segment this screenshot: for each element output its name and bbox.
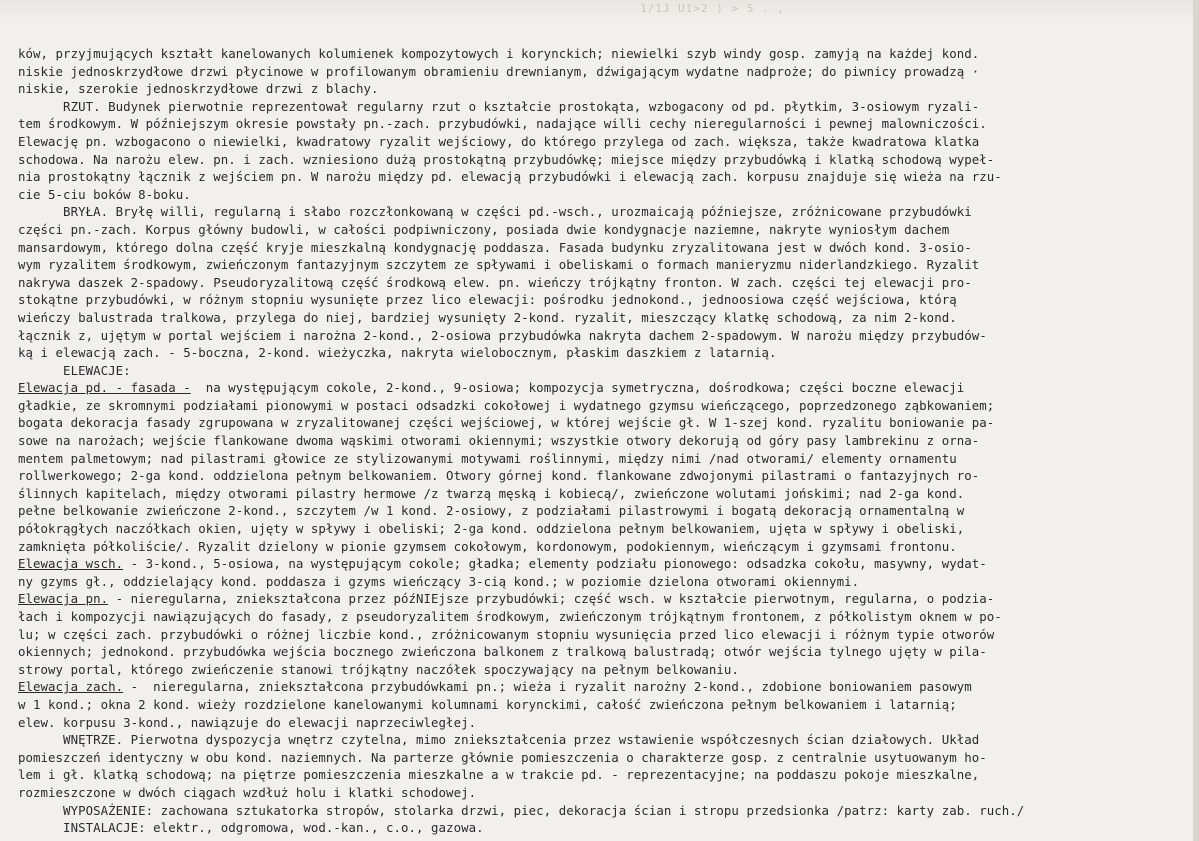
line-text: cie 5-ciu boków 8-boku. — [18, 186, 191, 202]
line-text: stokątne przybudówki, w różnym stopniu wysunięte przez lico elewacji: pośrodku jednokond., jednoosiowa część wejściowa, którą — [18, 292, 957, 308]
text-line — [18, 274, 1194, 292]
text-line — [18, 327, 1194, 345]
text-line — [18, 696, 1194, 714]
text-line — [18, 555, 1194, 573]
line-text: schodowa. Na narożu elew. pn. i zach. wzniesiono dużą prostokątną przybudówkę; miejsce między przybudówką i klatką schodową wypeł- — [18, 151, 995, 167]
line-text: niskie jednoskrzydłowe drzwi płycinowe w profilowanym obramieniu drewnianym, dźwigającym wydatne nadproże; do piwnicy prowadzą · — [18, 63, 980, 79]
text-line — [18, 802, 1194, 820]
line-text: ELEWACJE: — [18, 362, 131, 378]
text-line — [18, 450, 1194, 468]
line-text: - nieregularna, zniekształcona przybudówkami pn.; wieża i ryzalit narożny 2-kond., zdobione boniowaniem pasowym — [123, 679, 972, 695]
line-text: łącznik z, ujętym w portal wejściem i narożna 2-kond., 2-osiowa przybudówka nakryta dachem 2-spadowym. W narożu między przybudów- — [18, 327, 987, 343]
text-line — [18, 432, 1194, 450]
line-text: - 3-kond., 5-osiowa, na występującym cokole; gładka; elementy podziału pionowego: odsadzka cokołu, masywny, wydat- — [123, 556, 987, 572]
text-line — [18, 467, 1194, 485]
text-line — [18, 590, 1194, 608]
line-text: mentem palmetowym; nad pilastrami głowice ze stylizowanymi motywami roślinnymi, między nimi /nad otworami/ elementy ornamentu — [18, 450, 957, 466]
line-text: niskie, szerokie jednoskrzydłowe drzwi z blachy. — [18, 81, 379, 97]
line-text: pomieszczeń identyczny w obu kond. naziemnych. Na parterze głównie pomieszczenia o charakterze gosp. z centralnie usytuowanym ho- — [18, 749, 987, 765]
page-top-edge — [0, 0, 1199, 22]
line-text: tem środkowym. W późniejszym okresie powstały pn.-zach. przybudówki, nadające willi cechy nieregularności i pewnej malowniczości. — [18, 116, 987, 132]
text-line — [18, 291, 1194, 309]
document-body — [18, 45, 1194, 837]
text-line — [18, 98, 1194, 116]
line-text: nia prostokątny łącznik z wejściem pn. W narożu między pd. elewacją przybudówki i elewacją zach. korpusu znajduje się wieża na rzu- — [18, 169, 1002, 185]
line-text: WNĘTRZE. Pierwotna dyspozycja wnętrz czytelna, mimo zniekształcenia przez wstawienie współczesnych ścian działowych. Układ — [18, 732, 980, 748]
text-line — [18, 309, 1194, 327]
line-text: pełne belkowanie zwieńczone 2-kond., szczytem /w 1 kond. 2-osiowy, z podziałami pilastrowymi i bogatą dekoracją ornamentalną w — [18, 503, 965, 519]
text-line — [18, 151, 1194, 169]
line-text: mansardowym, którego dolna część kryje mieszkalną kondygnację poddasza. Fasada budynku zryzalitowana jest w dwóch kond. 3-osio- — [18, 239, 972, 255]
line-text: strowy portal, którego zwieńczenie stanowi trójkątny naczółek spoczywający na pełnym belkowaniu. — [18, 661, 739, 677]
text-line — [18, 502, 1194, 520]
text-line — [18, 379, 1194, 397]
page-right-edge — [1193, 0, 1199, 841]
text-line — [18, 414, 1194, 432]
text-line — [18, 731, 1194, 749]
line-text: w 1 kond.; okna 2 kond. wieży rozdzielone kanelowanymi kolumnami korynckimi, całość zwieńczona pełnym belkowaniem i latarnią; — [18, 696, 957, 712]
line-text: bogata dekoracja fasady zgrupowana w zryzalitowanej części wejściowej, w której wejście gł. W 1-szej kond. ryzalitu boniowanie pa- — [18, 415, 995, 431]
text-line — [18, 362, 1194, 380]
section-heading: Elewacja pn. — [18, 591, 109, 607]
line-text: rozmieszczone w dwóch ciągach wzdłuż holu i klatki schodowej. — [18, 784, 477, 800]
line-text: INSTALACJE: elektr., odgromowa, wod.-kan., c.o., gazowa. — [18, 820, 484, 836]
text-line — [18, 221, 1194, 239]
text-line — [18, 819, 1194, 837]
text-line — [18, 661, 1194, 679]
bleed-through-text: 1/1J U1>2 ) > 5 . , — [640, 2, 785, 15]
line-text: ków, przyjmujących kształt kanelowanych kolumienek kompozytowych i korynckich; niewielki szyb windy gosp. zamyją na każdej kond. — [18, 46, 980, 61]
text-line — [18, 678, 1194, 696]
line-text: RZUT. Budynek pierwotnie reprezentował regularny rzut o kształcie prostokąta, wzbogacony od pd. płytkim, 3-osiowym ryzali- — [18, 98, 980, 114]
text-line — [18, 115, 1194, 133]
text-line — [18, 643, 1194, 661]
line-text: sowe na narożach; wejście flankowane dwoma wąskimi otworami okiennymi; wszystkie otwory dekorują od góry pasy lambrekinu z orna- — [18, 433, 980, 449]
text-line — [18, 186, 1194, 204]
line-text: - nieregularna, zniekształcona przez późNIEjsze przybudówki; część wsch. w kształcie pierwotnym, regularna, o podzia- — [108, 591, 995, 607]
text-line — [18, 626, 1194, 644]
text-line — [18, 256, 1194, 274]
line-text: okiennych; jednokond. przybudówka wejścia bocznego zwieńczona balkonem z tralkową balustradą; otwór wejścia tylnego ujęty w pila- — [18, 644, 987, 660]
text-line — [18, 63, 1194, 81]
section-heading: Elewacja wsch. — [18, 556, 124, 572]
line-text: rollwerkowego; 2-ga kond. oddzielona pełnym belkowaniem. Otwory górnej kond. flankowane zdwojonymi pilastrami o fantazyjnych ro- — [18, 468, 980, 484]
line-text: łach i kompozycji nawiązujących do fasady, z pseudoryzalitem środkowym, zwieńczonym trójkątnym frontonem, z półkolistym oknem w po- — [18, 609, 1002, 624]
line-text: ślinnych kapitelach, między otworami pilastry hermowe /z twarzą męską i kobiecą/, zwieńczone wolutami jońskimi; nad 2-ga kond. — [18, 485, 965, 501]
section-heading: Elewacja pd. - fasada - — [18, 380, 191, 396]
line-text: wieńczy balustrada tralkowa, przylega do niej, bardziej wysunięty 2-kond. ryzalit, mieszczący klatkę schodową, za nim 2-kond. — [18, 309, 957, 325]
text-line — [18, 133, 1194, 151]
line-text: lem i gł. klatką schodową; na piętrze pomieszczenia mieszkalne a w trakcie pd. - reprezentacyjne; na poddaszu pokoje mieszkalne, — [18, 767, 980, 783]
text-line — [18, 784, 1194, 802]
line-text: ny gzyms gł., oddzielający kond. poddasza i gzyms wieńczący 3-cią kond.; w poziomie dzielona otworami okiennymi. — [18, 573, 860, 589]
text-line — [18, 714, 1194, 732]
text-line — [18, 749, 1194, 767]
line-text: Elewację pn. wzbogacono o niewielki, kwadratowy ryzalit wejściowy, do którego przylega od zach. większa, także kwadratowa klatka — [18, 133, 980, 149]
line-text: gładkie, ze skromnymi podziałami pionowymi w postaci odsadzki cokołowej i wydatnego gzymsu wieńczącego, poprzedzonego ząbkowaniem; — [18, 397, 995, 413]
line-text: WYPOSAŻENIE: zachowana sztukatorka stropów, stolarka drzwi, piec, dekoracja ścian i stropu przedsionka /patrz: karty zab. ruch./ — [18, 802, 1025, 818]
line-text: części pn.-zach. Korpus główny budowli, w całości podpiwniczony, posiada dwie kondygnacje naziemne, nakryte wyniosłym dachem — [18, 221, 950, 237]
text-line — [18, 397, 1194, 415]
line-text: elew. korpusu 3-kond., nawiązuje do elewacji naprzeciwległej. — [18, 714, 477, 730]
line-text: BRYŁA. Bryłę willi, regularną i słabo rozczłonkowaną w części pd.-wsch., urozmaicają późniejsze, zróżnicowane przybudówki — [18, 204, 972, 220]
text-line — [18, 573, 1194, 591]
line-text: na występującym cokole, 2-kond., 9-osiowa; kompozycja symetryczna, dośrodkowa; części boczne elewacji — [190, 380, 965, 396]
text-line — [18, 344, 1194, 362]
text-line — [18, 485, 1194, 503]
text-line — [18, 520, 1194, 538]
text-line — [18, 168, 1194, 186]
line-text: lu; w części zach. przybudówki o różnej liczbie kond., zróżnicowanym stopniu wysunięcia przed lico elewacji i różnym typie otworów — [18, 626, 995, 642]
line-text: zamknięta półkoliście/. Ryzalit dzielony w pionie gzymsem cokołowym, kordonowym, podokiennym, wieńczącym i gzymsami frontonu. — [18, 538, 957, 554]
text-line — [18, 766, 1194, 784]
line-text: wym ryzalitem środkowym, zwieńczonym fantazyjnym szczytem ze spływami i obeliskami o formach manieryzmu niderlandzkiego. Ryzalit — [18, 257, 980, 273]
text-line — [18, 239, 1194, 257]
line-text: nakrywa daszek 2-spadowy. Pseudoryzalitową część środkową elew. pn. wieńczy trójkątny fronton. W zach. części tej elewacji pro- — [18, 274, 972, 290]
section-heading: Elewacja zach. — [18, 679, 124, 695]
text-line — [18, 45, 1194, 63]
text-line — [18, 538, 1194, 556]
text-line — [18, 608, 1194, 626]
text-line — [18, 80, 1194, 98]
line-text: półokrągłych naczółkach okien, ujęty w spływy i obeliski; 2-ga kond. oddzielona pełnym belkowaniem, ujęta w spływy i obeliski, — [18, 521, 965, 537]
line-text: ką i elewacją zach. - 5-boczna, 2-kond. wieżyczka, nakryta wielobocznym, płaskim daszkiem z latarnią. — [18, 345, 777, 361]
text-line — [18, 203, 1194, 221]
